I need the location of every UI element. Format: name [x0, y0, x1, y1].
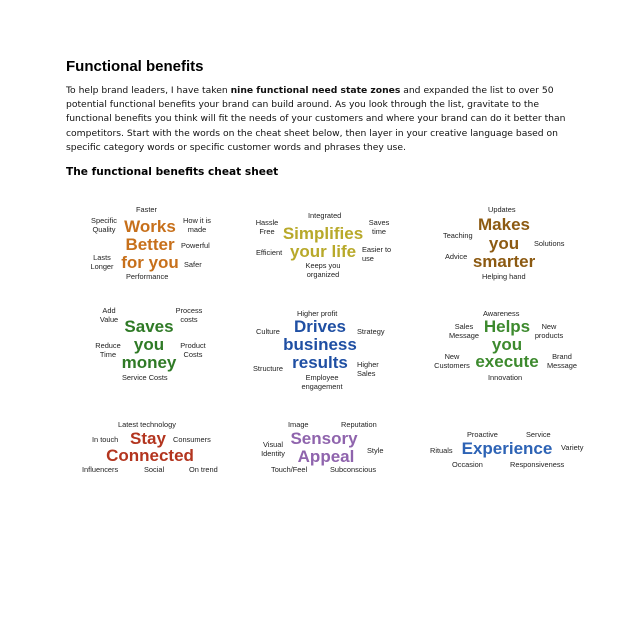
word-reduce-time: Reduce Time	[95, 341, 121, 359]
word-innovation: Innovation	[488, 373, 523, 382]
word-solutions: Solutions	[534, 239, 565, 248]
word-specific-quality: Specific Quality	[91, 216, 117, 234]
main-saves: Saves	[124, 317, 174, 336]
word-culture: Culture	[256, 327, 280, 336]
word-awareness: Awareness	[483, 309, 520, 318]
main-results: results	[292, 353, 348, 372]
word-responsiveness: Responsiveness	[510, 460, 565, 469]
word-teaching: Teaching	[443, 231, 473, 240]
main-business: business	[283, 335, 357, 354]
main-connected: Connected	[106, 446, 194, 465]
main-smarter: smarter	[472, 252, 536, 271]
word-service-costs: Service Costs	[122, 373, 168, 382]
word-product-costs: Product Costs	[180, 341, 206, 359]
main-drives: Drives	[294, 317, 346, 336]
word-efficient: Efficient	[256, 248, 283, 257]
word-process-costs: Process costs	[175, 306, 203, 324]
page-title: Functional benefits	[66, 58, 204, 75]
main-execute: execute	[475, 352, 539, 371]
word-faster: Faster	[136, 205, 157, 214]
intro-paragraph	[66, 84, 586, 155]
word-higher-sales: Higher Sales	[357, 360, 379, 378]
intro-text-rest: and expanded the list to over 50 potential functional benefits your brand can build around. As you look through the list, gravitate to the functional benefits you think will fit the needs of your customers and where your brand can do it better than competitors. Start with the words on the cheat sheet below, then layer in your creative language based on specific category words or specific customer words and phrases they use.	[66, 85, 566, 153]
main-you: you	[488, 234, 520, 253]
word-structure: Structure	[253, 364, 283, 373]
main-you: you	[133, 335, 165, 354]
word-variety: Variety	[561, 443, 584, 452]
word-hassle-free: Hassle Free	[255, 218, 279, 236]
word-in-touch: In touch	[92, 435, 119, 444]
main-for-you: for you	[121, 253, 179, 272]
word-style: Style	[367, 446, 384, 455]
main-makes: Makes	[478, 215, 530, 234]
word-powerful: Powerful	[181, 241, 210, 250]
word-occasion: Occasion	[452, 460, 483, 469]
main-works: Works	[124, 217, 176, 236]
word-service: Service	[526, 430, 551, 439]
word-sales-message: Sales Message	[449, 322, 479, 340]
main-simplifies: Simplifies	[282, 224, 364, 243]
word-helping-hand: Helping hand	[482, 272, 526, 281]
main-you: you	[491, 335, 523, 354]
word-safer: Safer	[184, 260, 202, 269]
main-helps: Helps	[483, 317, 531, 336]
word-touch-feel: Touch/Feel	[271, 465, 308, 474]
word-saves-time: Saves time	[368, 218, 390, 236]
word-influencers: Influencers	[82, 465, 119, 474]
word-strategy: Strategy	[357, 327, 385, 336]
intro-text-start: To help brand leaders, I have taken	[66, 85, 231, 96]
main-better: Better	[125, 235, 175, 254]
word-on-trend: On trend	[189, 465, 218, 474]
cheat-sheet-title: The functional benefits cheat sheet	[66, 166, 279, 178]
word-rituals: Rituals	[430, 446, 453, 455]
word-easier-to-use: Easier to use	[362, 245, 392, 263]
main-sensory: Sensory	[290, 429, 358, 448]
word-new-products: New products	[534, 322, 564, 340]
word-latest-technology: Latest technology	[118, 420, 176, 429]
word-new-customers: New Customers	[434, 352, 470, 370]
word-add-value: Add Value	[99, 306, 119, 324]
main-your-life: your life	[289, 242, 357, 261]
word-performance: Performance	[126, 272, 169, 281]
word-subconscious: Subconscious	[330, 465, 377, 474]
word-lasts-longer: Lasts Longer	[90, 253, 114, 271]
word-keeps-you-organized: Keeps you organized	[305, 261, 341, 279]
main-money: money	[121, 353, 177, 372]
word-updates: Updates	[488, 205, 516, 214]
word-social: Social	[144, 465, 165, 474]
word-higher-profit: Higher profit	[297, 309, 338, 318]
word-how-it-is-made: How it is made	[183, 216, 211, 234]
main-stay: Stay	[130, 429, 166, 448]
intro-emphasis: nine functional need state zones	[230, 85, 401, 96]
word-reputation: Reputation	[341, 420, 377, 429]
word-visual-identity: Visual Identity	[261, 440, 285, 458]
word-employee-engagement: Employee engagement	[301, 373, 343, 391]
word-integrated: Integrated	[308, 211, 342, 220]
main-experience: Experience	[461, 439, 553, 458]
word-image: Image	[288, 420, 309, 429]
word-advice: Advice	[445, 252, 468, 261]
word-proactive: Proactive	[467, 430, 498, 439]
word-brand-message: Brand Message	[547, 352, 577, 370]
word-consumers: Consumers	[173, 435, 211, 444]
main-appeal: Appeal	[297, 447, 355, 466]
